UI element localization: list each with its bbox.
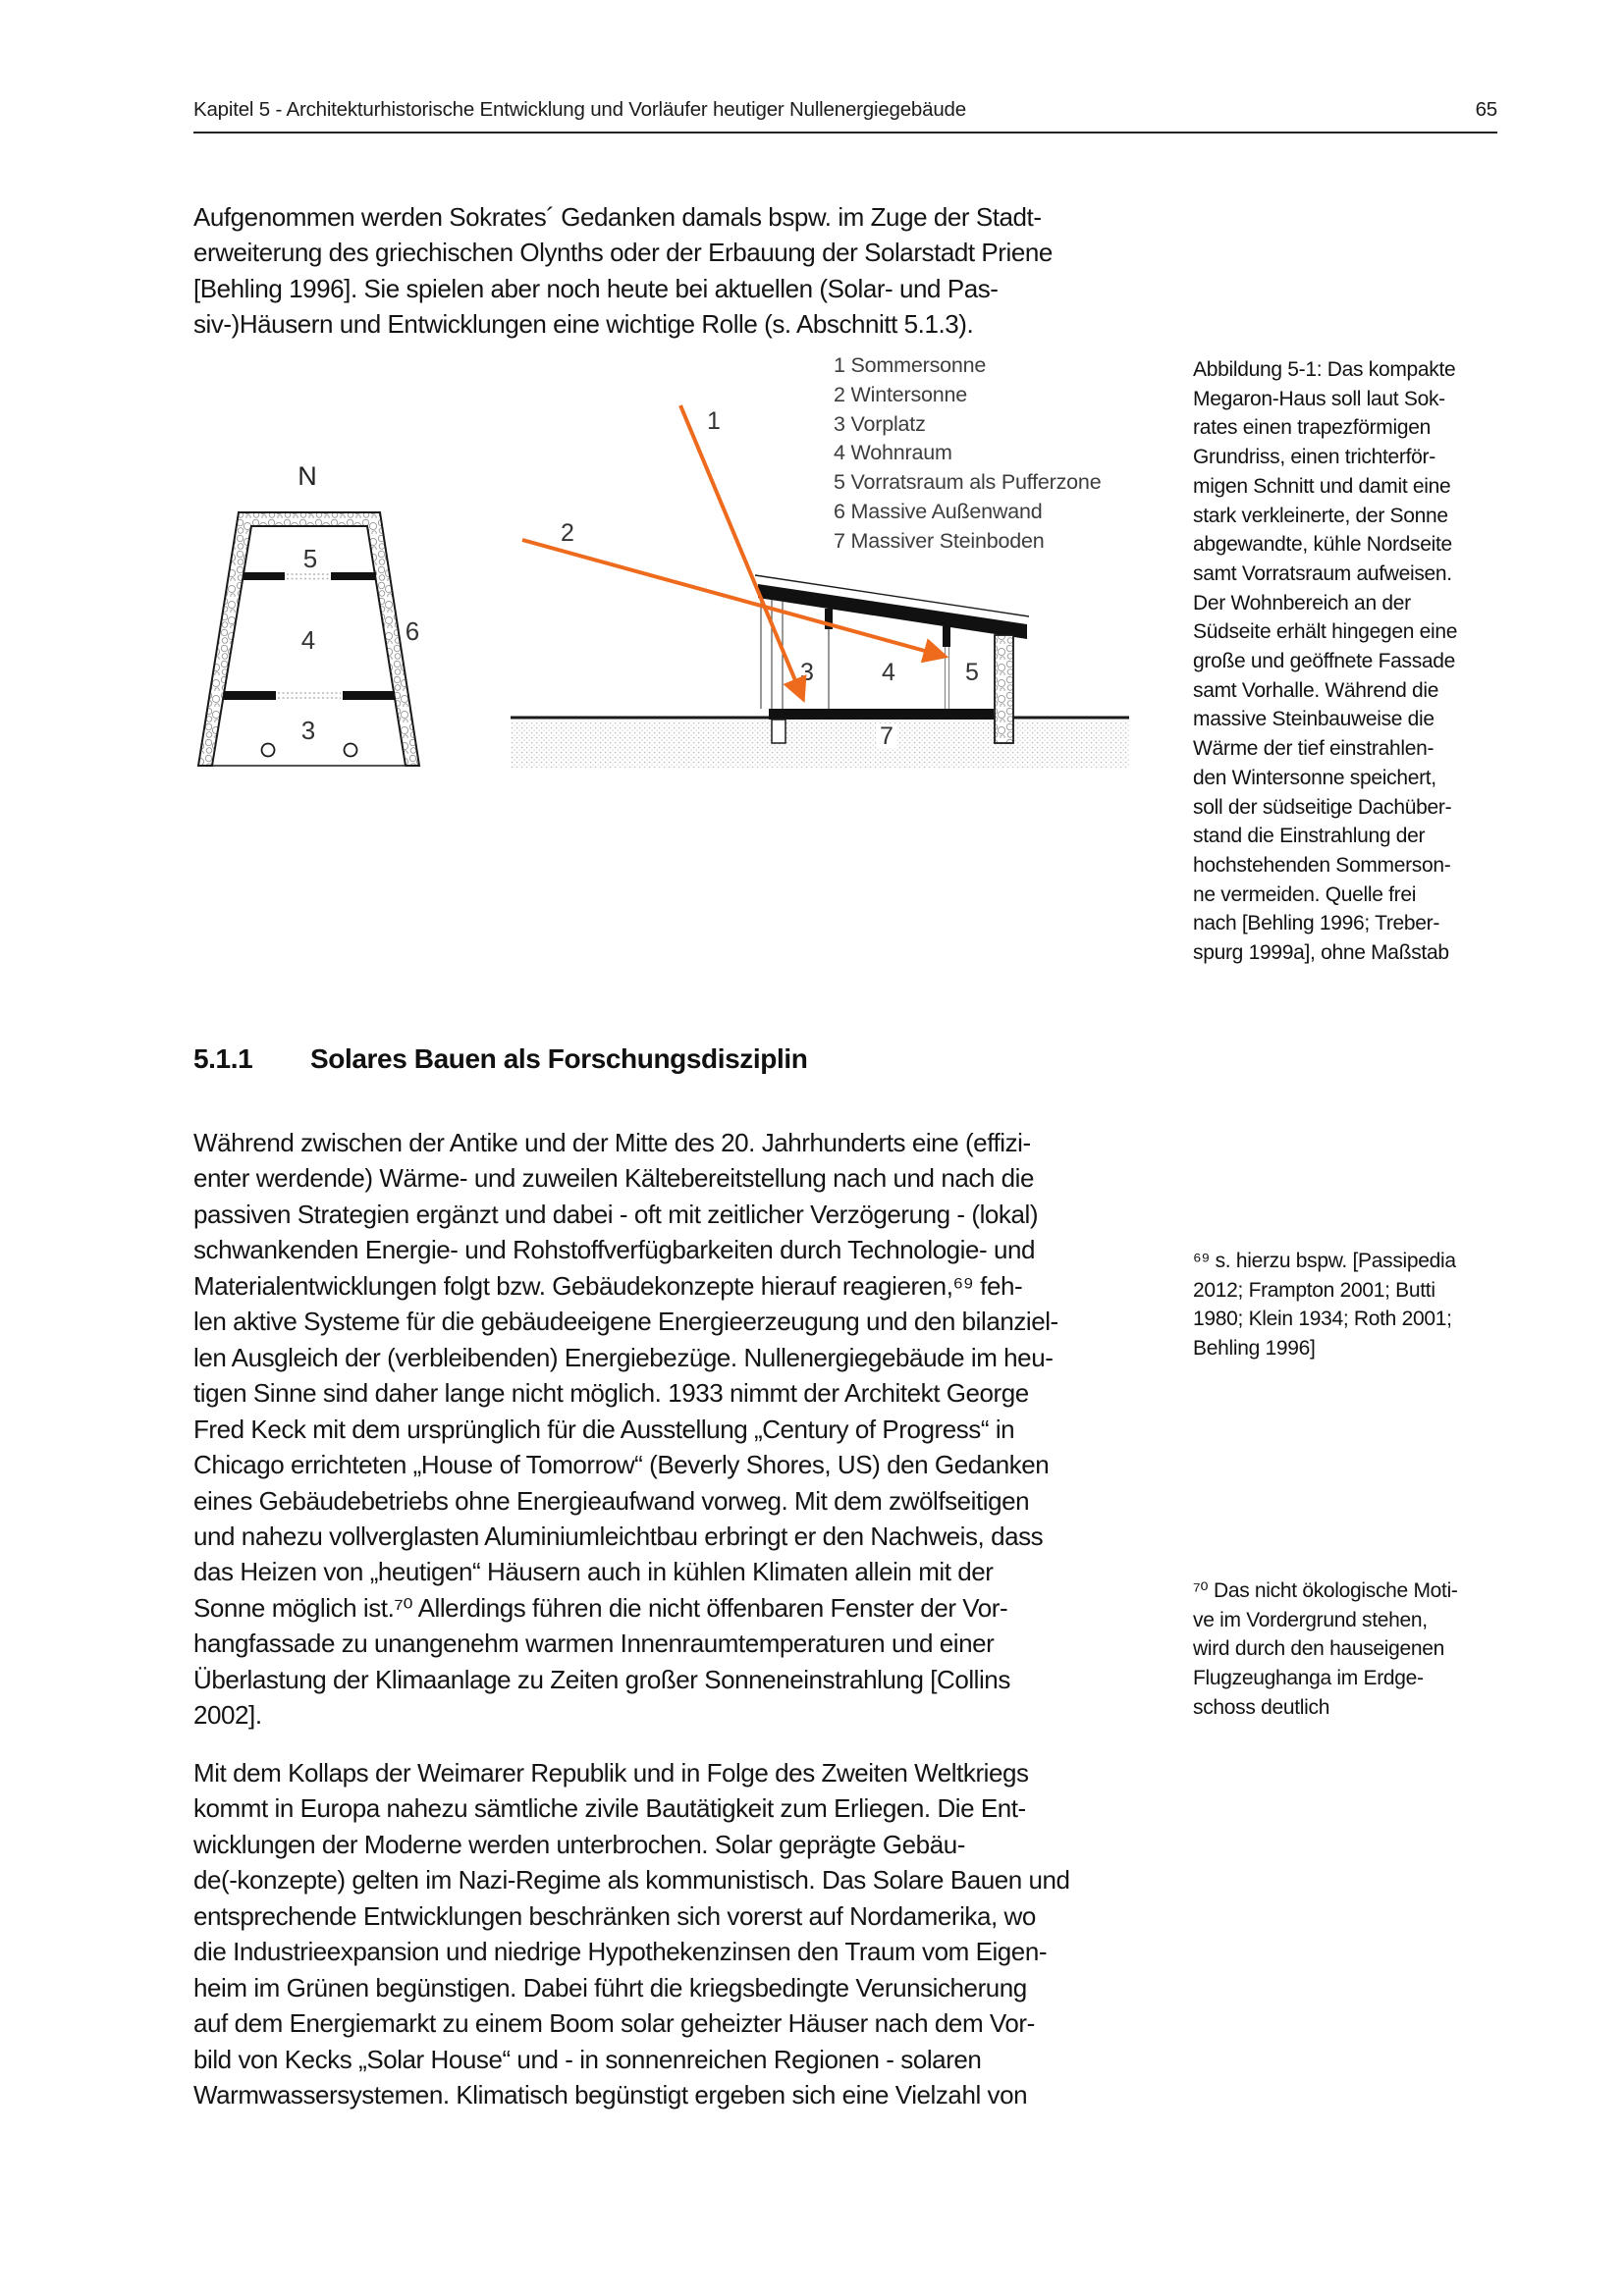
running-header: Kapitel 5 - Architekturhistorische Entwicklung und Vorläufer heutiger Nullenergiegebäude	[193, 98, 966, 121]
summer-sun-ray	[680, 405, 802, 697]
caption-line: rates einen trapezförmigen	[1193, 416, 1432, 440]
caption-line: Abbildung 5-1: Das kompakte	[1193, 358, 1456, 381]
text-line: de(-konzepte) gelten im Nazi-Regime als kommunistisch. Das Solare Bauen und	[193, 1865, 1070, 1896]
winter-sun-label: 2	[561, 519, 574, 547]
text-line: entsprechende Entwicklungen beschränken sich vorerst auf Nordamerika, wo	[193, 1900, 1036, 1931]
caption-line: Südseite erhält hingegen eine	[1193, 620, 1458, 644]
footnote-69	[1193, 1247, 1517, 1363]
page-number: 65	[1475, 98, 1497, 121]
text-line: das Heizen von „heutigen“ Häusern auch in kühlen Klimaten allein mit der	[193, 1557, 994, 1587]
caption-line: stark verkleinerte, der Sonne	[1193, 504, 1448, 527]
text-line: passiven Strategien ergänzt und dabei - oft mit zeitlicher Verzögerung - (lokal)	[193, 1199, 1039, 1229]
caption-line: hochstehenden Sommerson-	[1193, 853, 1451, 877]
section-partition	[943, 626, 950, 647]
text-line: schwankenden Energie- und Rohstoffverfügbarkeiten durch Technologie- und	[193, 1235, 1036, 1265]
text-line: Überlastung der Klimaanlage zu Zeiten großer Sonneneinstrahlung [Collins	[193, 1664, 1010, 1694]
caption-line: massive Steinbauweise die	[1193, 708, 1435, 731]
caption-line: soll der südseitige Dachüber-	[1193, 795, 1452, 819]
section-heading	[193, 1043, 807, 1075]
text-line: [Behling 1996]. Sie spielen aber noch heute bei aktuellen (Solar- und Pas-	[193, 273, 999, 303]
text-line: len Ausgleich der (verbleibenden) Energiebezüge. Nullenergiegebäude im heu-	[193, 1342, 1054, 1372]
footnote-line: 2012; Frampton 2001; Butti	[1193, 1278, 1435, 1302]
footnote-line: ⁶⁹ s. hierzu bspw. [Passipedia	[1193, 1250, 1456, 1272]
caption-line: Grundriss, einen trichterför-	[1193, 446, 1435, 469]
text-line: Warmwassersystemen. Klimatisch begünstigt ergeben sich eine Vielzahl von	[193, 2080, 1028, 2110]
footnote-line: ve im Vordergrund stehen,	[1193, 1608, 1428, 1631]
text-line: die Industrieexpansion und niedrige Hypothekenzinsen den Traum vom Eigen-	[193, 1937, 1048, 1967]
text-line: enter werdende) Wärme- und zuweilen Kältebereitstellung nach und nach die	[193, 1163, 1035, 1194]
text-line: Sonne möglich ist.⁷⁰ Allerdings führen die nicht öffenbaren Fenster der Vor-	[193, 1592, 1008, 1623]
section-ground-hatch	[511, 721, 1129, 768]
legend-item: 6 Massive Außenwand	[834, 499, 1043, 523]
legend-item: 5 Vorratsraum als Pufferzone	[834, 470, 1102, 495]
text-line: und nahezu vollverglasten Aluminiumleichtbau erbringt er den Nachweis, dass	[193, 1521, 1044, 1551]
figure-legend	[834, 351, 1101, 557]
text-line: Während zwischen der Antike und der Mitte des 20. Jahrhunderts eine (effizi-	[193, 1128, 1031, 1157]
footnote-line: wird durch den hauseigenen	[1193, 1637, 1445, 1661]
legend-item: 4 Wohnraum	[834, 441, 952, 465]
plan-divider-wall	[224, 691, 276, 700]
section-north-wall	[995, 635, 1013, 743]
paragraph-collapse	[193, 1755, 1070, 2113]
footnote-line: Flugzeughanga im Erdge-	[1193, 1667, 1424, 1690]
caption-line: samt Vorratsraum aufweisen.	[1193, 561, 1452, 585]
caption-line: nach [Behling 1996; Treber-	[1193, 912, 1440, 935]
legend-item: 3 Vorplatz	[834, 411, 926, 436]
legend-item: 1 Sommersonne	[834, 353, 987, 377]
section-title: Solares Bauen als Forschungsdisziplin	[310, 1043, 808, 1074]
caption-line: Wärme der tief einstrahlen-	[1193, 737, 1435, 761]
caption-line: Der Wohnbereich an der	[1193, 591, 1411, 614]
text-line: Fred Keck mit dem ursprünglich für die Ausstellung „Century of Progress“ in	[193, 1414, 1015, 1444]
section-floor7-label: 7	[880, 722, 893, 750]
figure-caption	[1193, 355, 1517, 968]
footnote-70	[1193, 1576, 1517, 1723]
caption-line: den Wintersonne speichert,	[1193, 766, 1436, 789]
caption-line: abgewandte, kühle Nordseite	[1193, 533, 1452, 557]
caption-line: Megaron-Haus soll laut Sok-	[1193, 387, 1445, 410]
footnote-line: ⁷⁰ Das nicht ökologische Moti-	[1193, 1579, 1458, 1602]
text-line: eines Gebäudebetriebs ohne Energieaufwand vorweg. Mit dem zwölfseitigen	[193, 1485, 1030, 1516]
text-line: len aktive Systeme für die gebäudeeigene Energieerzeugung und den bilanziel-	[193, 1307, 1058, 1337]
text-line: Chicago errichteten „House of Tomorrow“ (Beverly Shores, US) den Gedanken	[193, 1450, 1050, 1480]
text-line: bild von Kecks „Solar House“ und - in sonnenreichen Regionen - solaren	[193, 2044, 982, 2074]
text-line: kommt in Europa nahezu sämtliche zivile Bautätigkeit zum Erliegen. Die Ent-	[193, 1793, 1026, 1824]
section-room4-label: 4	[882, 659, 895, 686]
caption-line: migen Schnitt und damit eine	[1193, 474, 1451, 498]
footnote-line: Behling 1996]	[1193, 1337, 1316, 1361]
legend-item: 2 Wintersonne	[834, 382, 968, 406]
legend-item: 7 Massiver Steinboden	[834, 528, 1045, 553]
plan-column	[262, 744, 275, 757]
caption-line: samt Vorhalle. Während die	[1193, 678, 1439, 702]
paragraph-intro	[193, 199, 1053, 343]
caption-line: große und geöffnete Fassade	[1193, 650, 1456, 673]
text-line: Materialentwicklungen folgt bzw. Gebäudekonzepte hierauf reagieren,⁶⁹ feh-	[193, 1270, 1023, 1301]
summer-sun-label: 1	[707, 407, 721, 435]
text-line: tigen Sinne sind daher lange nicht möglich. 1933 nimmt der Architekt George	[193, 1378, 1029, 1409]
plan-room5-label: 5	[302, 544, 318, 573]
section-stone-floor	[769, 709, 994, 720]
plan-wall6-label: 6	[405, 616, 420, 646]
section-foundation	[772, 720, 785, 743]
winter-sun-ray	[522, 540, 943, 656]
header-rule	[193, 132, 1497, 133]
caption-line: ne vermeiden. Quelle frei	[1193, 882, 1417, 906]
text-line: auf dem Energiemarkt zu einem Boom solar geheizter Häuser nach dem Vor-	[193, 2008, 1035, 2039]
text-line: wicklungen der Moderne werden unterbrochen. Solar geprägte Gebäu-	[193, 1829, 965, 1859]
caption-line: stand die Einstrahlung der	[1193, 825, 1426, 848]
section-room3-label: 3	[800, 659, 814, 686]
text-line: erweiterung des griechischen Olynths oder der Erbauung der Solarstadt Priene	[193, 238, 1053, 268]
text-line: heim im Grünen begünstigen. Dabei führt die kriegsbedingte Verunsicherung	[193, 1972, 1027, 2002]
plan-room4-label: 4	[300, 625, 316, 655]
text-line: 2002].	[193, 1700, 262, 1731]
text-line: hangfassade zu unangenehm warmen Innenraumtemperaturen und einer	[193, 1629, 995, 1659]
plan-drawing	[198, 461, 419, 766]
plan-divider-wall	[343, 691, 395, 700]
caption-line: spurg 1999a], ohne Maßstab	[1193, 941, 1449, 965]
paragraph-research	[193, 1125, 1058, 1734]
text-line: Aufgenommen werden Sokrates´ Gedanken damals bspw. im Zuge der Stadt-	[193, 202, 1042, 232]
plan-divider-wall	[331, 572, 376, 580]
footnote-line: 1980; Klein 1934; Roth 2001;	[1193, 1308, 1452, 1331]
page-header	[193, 98, 1497, 122]
section-number: 5.1.1	[193, 1043, 253, 1074]
plan-column	[345, 744, 357, 757]
plan-divider-wall	[244, 572, 285, 580]
plan-north-label: N	[298, 461, 317, 491]
plan-room3-label: 3	[300, 716, 316, 745]
text-line: Mit dem Kollaps der Weimarer Republik und in Folge des Zweiten Weltkriegs	[193, 1758, 1029, 1788]
footnote-line: schoss deutlich	[1193, 1695, 1330, 1719]
section-roof-beam	[758, 584, 1027, 639]
section-room5-label: 5	[965, 659, 979, 686]
text-line: siv-)Häusern und Entwicklungen eine wichtige Rolle (s. Abschnitt 5.1.3).	[193, 309, 974, 340]
